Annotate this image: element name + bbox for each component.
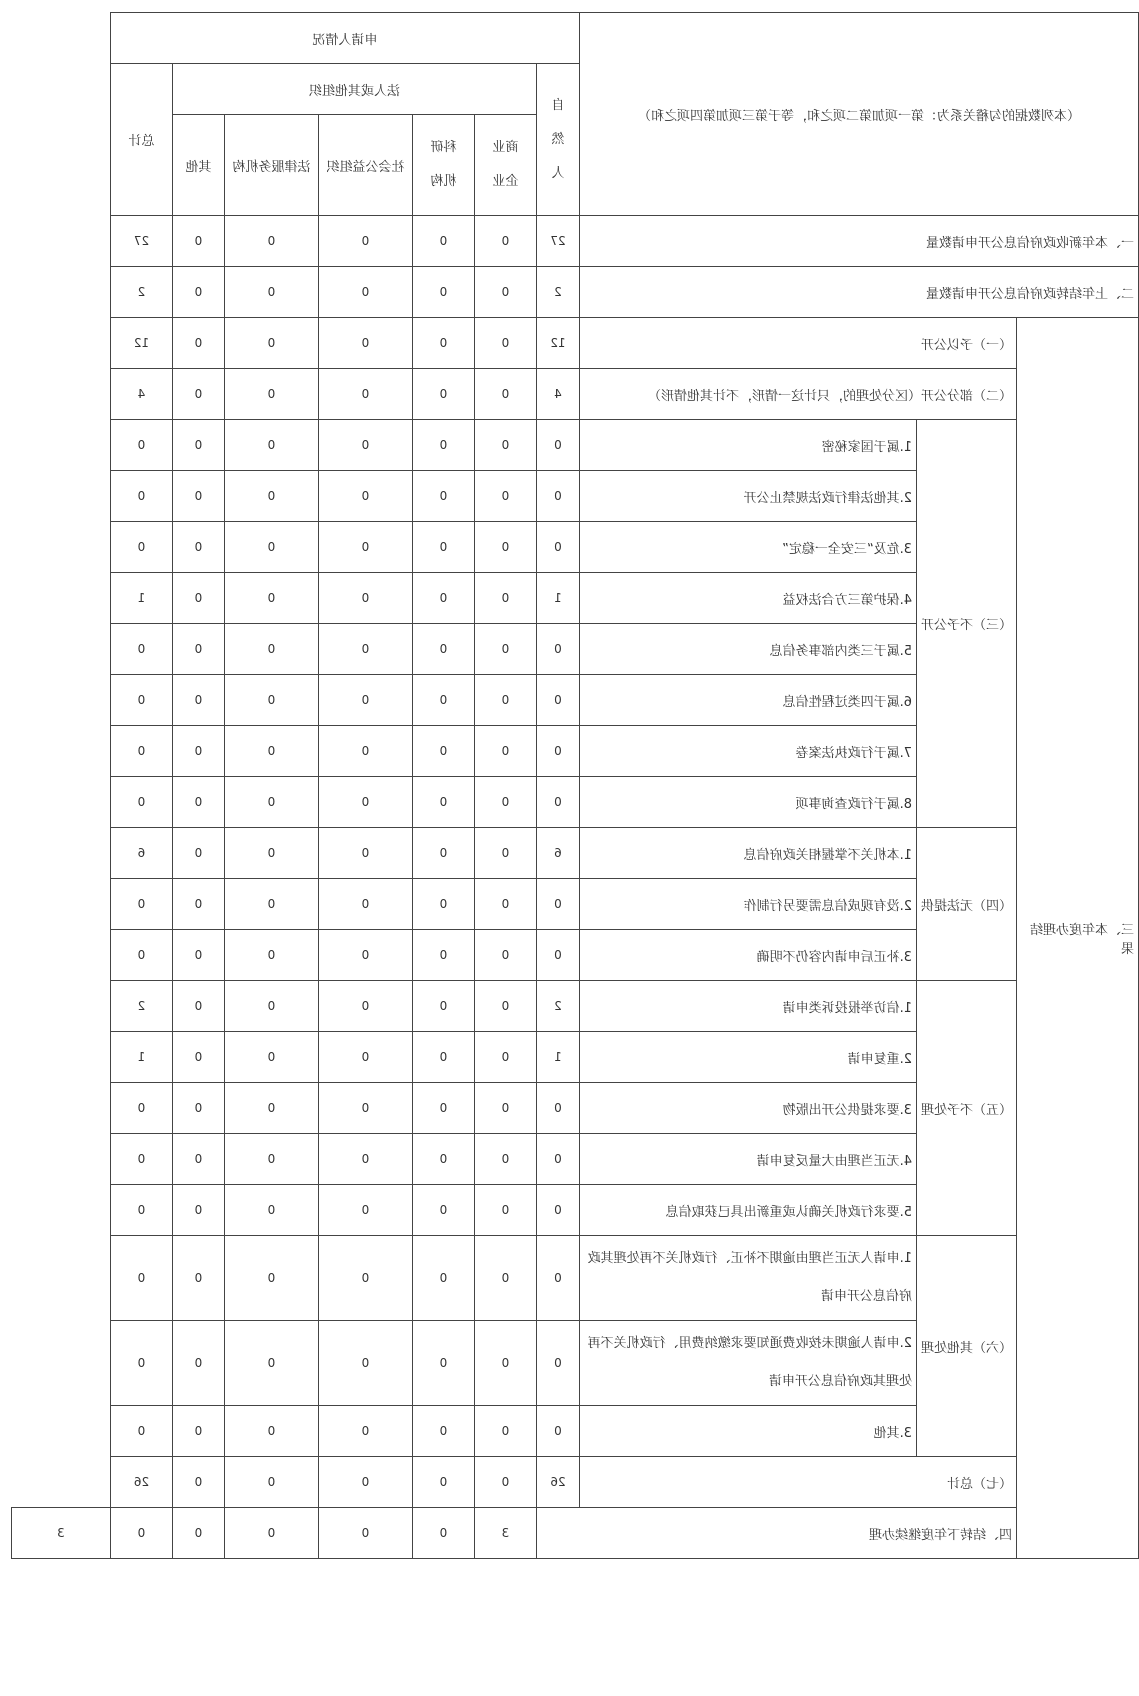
cell-legal-service: 0 (224, 369, 318, 420)
cell-natural: 0 (536, 777, 579, 828)
cell-commercial: 0 (474, 216, 536, 267)
cell-commercial: 0 (474, 1236, 536, 1321)
cell-total: 0 (110, 930, 172, 981)
cell-natural: 6 (536, 828, 579, 879)
cell-other: 0 (172, 573, 224, 624)
cell-social: 0 (318, 828, 412, 879)
row-label: 3.要求提供公开出版物 (579, 1083, 916, 1134)
cell-legal-service: 0 (224, 522, 318, 573)
row-label: （七）总计 (579, 1457, 1016, 1508)
cell-research: 0 (412, 573, 474, 624)
cell-natural: 3 (474, 1508, 536, 1559)
cell-natural: 2 (536, 981, 579, 1032)
group-label: （六）其他处理 (917, 1236, 1017, 1457)
cell-research: 0 (412, 1406, 474, 1457)
cell-commercial: 0 (412, 1508, 474, 1559)
cell-social: 0 (318, 522, 412, 573)
cell-total: 0 (110, 1083, 172, 1134)
row-label: 3.补正后申请内容仍不明确 (579, 930, 916, 981)
cell-research: 0 (412, 216, 474, 267)
cell-social: 0 (318, 1134, 412, 1185)
cell-commercial: 0 (474, 981, 536, 1032)
cell-natural: 0 (536, 420, 579, 471)
cell-commercial: 0 (474, 624, 536, 675)
research-label: 科研机构 (430, 140, 457, 189)
commercial-label: 商业企业 (492, 140, 519, 189)
cell-other: 0 (172, 369, 224, 420)
cell-research: 0 (412, 879, 474, 930)
cell-natural: 26 (536, 1457, 579, 1508)
cell-natural: 0 (536, 879, 579, 930)
row-label: 3.危及“三安全一稳定” (579, 522, 916, 573)
natural-person-label: 自然人 (551, 97, 565, 181)
cell-total: 0 (110, 726, 172, 777)
table-row (12, 318, 1139, 369)
cell-total: 12 (110, 318, 172, 369)
row-label: 四、结转下年度继续办理 (536, 1508, 1016, 1559)
social-header: 社会公益组织 (318, 115, 412, 216)
cell-commercial: 0 (474, 420, 536, 471)
applicant-header: 申请人情况 (110, 13, 579, 64)
cell-natural: 27 (536, 216, 579, 267)
cell-research: 0 (412, 318, 474, 369)
cell-total: 0 (110, 522, 172, 573)
row-label: 1.申请人无正当理由逾期不补正、行政机关不再处理其政府信息公开申请 (579, 1236, 916, 1321)
cell-social: 0 (318, 1406, 412, 1457)
row-label: 4.保护第三方合法权益 (579, 573, 916, 624)
table-row (12, 1457, 1139, 1508)
cell-other: 0 (172, 930, 224, 981)
cell-commercial: 0 (474, 1321, 536, 1406)
cell-total: 0 (110, 1321, 172, 1406)
cell-natural: 0 (536, 471, 579, 522)
cell-legal-service: 0 (224, 573, 318, 624)
row-label: 二、上年结转政府信息公开申请数量 (579, 267, 1138, 318)
cell-commercial: 0 (474, 726, 536, 777)
row-label: 2.其他法律行政法规禁止公开 (579, 471, 916, 522)
cell-total: 26 (110, 1457, 172, 1508)
table-row (12, 981, 1139, 1032)
row-label: 2.重复申请 (579, 1032, 916, 1083)
cell-commercial: 0 (474, 1406, 536, 1457)
cell-total: 0 (110, 420, 172, 471)
cell-legal-service: 0 (224, 879, 318, 930)
cell-legal-service: 0 (224, 930, 318, 981)
cell-research: 0 (412, 675, 474, 726)
row-label: 1.信访举报投诉类申请 (579, 981, 916, 1032)
group-label: （四）无法提供 (917, 828, 1017, 981)
cell-research: 0 (412, 1457, 474, 1508)
cell-natural: 1 (536, 573, 579, 624)
table-row (12, 369, 1139, 420)
row-label: 2.没有现成信息需要另行制作 (579, 879, 916, 930)
cell-commercial: 0 (474, 573, 536, 624)
cell-natural: 0 (536, 930, 579, 981)
cell-natural: 0 (536, 1236, 579, 1321)
cell-social: 0 (318, 1185, 412, 1236)
cell-commercial: 0 (474, 1185, 536, 1236)
cell-research: 0 (412, 267, 474, 318)
cell-natural: 12 (536, 318, 579, 369)
cell-research: 0 (412, 726, 474, 777)
cell-research: 0 (412, 981, 474, 1032)
cell-social: 0 (318, 267, 412, 318)
cell-social: 0 (318, 216, 412, 267)
cell-research: 0 (412, 1083, 474, 1134)
cell-other: 0 (172, 1083, 224, 1134)
cell-natural: 0 (536, 1406, 579, 1457)
cell-total: 27 (110, 216, 172, 267)
cell-social: 0 (318, 879, 412, 930)
cell-social: 0 (318, 1083, 412, 1134)
cell-total: 2 (110, 981, 172, 1032)
cell-total: 0 (110, 471, 172, 522)
table-row (12, 420, 1139, 471)
cell-other: 0 (172, 471, 224, 522)
cell-commercial: 0 (474, 777, 536, 828)
total-header: 总计 (110, 64, 172, 216)
cell-natural: 0 (536, 1321, 579, 1406)
cell-social: 0 (318, 777, 412, 828)
cell-research: 0 (318, 1508, 412, 1559)
row-label: 5.属于三类内部事务信息 (579, 624, 916, 675)
cell-legal-service: 0 (224, 777, 318, 828)
cell-other: 0 (172, 522, 224, 573)
cell-other: 0 (172, 879, 224, 930)
cell-commercial: 0 (474, 369, 536, 420)
group-label: （五）不予处理 (917, 981, 1017, 1236)
cell-social: 0 (318, 675, 412, 726)
cell-legal-service: 0 (224, 1134, 318, 1185)
cell-social: 0 (318, 471, 412, 522)
row-label: 4.无正当理由大量反复申请 (579, 1134, 916, 1185)
section3-label: 三、本年度办理结果 (1017, 318, 1139, 1559)
cell-other: 0 (172, 216, 224, 267)
cell-other: 0 (172, 1457, 224, 1508)
row-label: 3.其他 (579, 1406, 916, 1457)
cell-other: 0 (172, 1321, 224, 1406)
cell-total: 1 (110, 1032, 172, 1083)
cell-research: 0 (412, 1134, 474, 1185)
cell-social: 0 (318, 1321, 412, 1406)
cell-social: 0 (318, 573, 412, 624)
cell-commercial: 0 (474, 1083, 536, 1134)
other-header: 其他 (172, 115, 224, 216)
cell-legal-service: 0 (224, 1032, 318, 1083)
cell-other: 0 (110, 1508, 172, 1559)
cell-total: 2 (110, 267, 172, 318)
cell-legal-service: 0 (224, 1083, 318, 1134)
cell-total: 6 (110, 828, 172, 879)
cell-legal-service: 0 (224, 318, 318, 369)
row-label: 1.本机关不掌握相关政府信息 (579, 828, 916, 879)
cell-other: 0 (172, 267, 224, 318)
cell-legal-service: 0 (224, 420, 318, 471)
cell-other: 0 (172, 675, 224, 726)
cell-other: 0 (172, 1406, 224, 1457)
cell-social: 0 (318, 318, 412, 369)
cell-total: 0 (110, 777, 172, 828)
row-label: （二）部分公开（区分处理的，只计这一情形，不计其他情形） (579, 369, 1016, 420)
cell-commercial: 0 (474, 930, 536, 981)
cell-natural: 0 (536, 624, 579, 675)
cell-other: 0 (172, 726, 224, 777)
cell-commercial: 0 (474, 471, 536, 522)
cell-natural: 0 (536, 522, 579, 573)
row-label: 7.属于行政执法案卷 (579, 726, 916, 777)
cell-commercial: 0 (474, 828, 536, 879)
row-label: 2.申请人逾期未按收费通知要求缴纳费用、行政机关不再处理其政府信息公开申请 (579, 1321, 916, 1406)
cell-total: 0 (110, 879, 172, 930)
cell-social: 0 (318, 420, 412, 471)
cell-legal-service: 0 (224, 981, 318, 1032)
cell-other: 0 (172, 828, 224, 879)
cell-commercial: 0 (474, 1032, 536, 1083)
table-row (12, 828, 1139, 879)
cell-legal-service: 0 (224, 675, 318, 726)
cell-legal-service: 0 (224, 216, 318, 267)
cell-legal-service: 0 (224, 471, 318, 522)
cell-social: 0 (318, 1032, 412, 1083)
row-label: 一、本年新收政府信息公开申请数量 (579, 216, 1138, 267)
cell-social: 0 (318, 624, 412, 675)
cell-natural: 2 (536, 267, 579, 318)
cell-commercial: 0 (474, 318, 536, 369)
cell-other: 0 (172, 777, 224, 828)
cell-total: 0 (110, 675, 172, 726)
research-header (412, 115, 474, 216)
cell-other: 0 (172, 1032, 224, 1083)
cell-natural: 0 (536, 1134, 579, 1185)
cell-research: 0 (412, 1236, 474, 1321)
cell-total: 0 (110, 624, 172, 675)
cell-legal-service: 0 (172, 1508, 224, 1559)
cell-natural: 0 (536, 675, 579, 726)
table-row (12, 1236, 1139, 1321)
row-label: 8.属于行政查询事项 (579, 777, 916, 828)
table-row (12, 216, 1139, 267)
cell-commercial: 0 (474, 879, 536, 930)
commercial-header (474, 115, 536, 216)
cell-other: 0 (172, 1185, 224, 1236)
cell-social: 0 (318, 726, 412, 777)
cell-legal-service: 0 (224, 1185, 318, 1236)
cell-commercial: 0 (474, 1457, 536, 1508)
document-page (11, 12, 1139, 1559)
cell-commercial: 0 (474, 1134, 536, 1185)
statistics-table (11, 12, 1139, 1559)
cell-total: 0 (110, 1236, 172, 1321)
cell-other: 0 (172, 1134, 224, 1185)
cell-research: 0 (412, 522, 474, 573)
cell-social: 0 (318, 1236, 412, 1321)
cell-legal-service: 0 (224, 1457, 318, 1508)
cell-natural: 0 (536, 726, 579, 777)
row-label: （一）予以公开 (579, 318, 1016, 369)
cell-social: 0 (318, 930, 412, 981)
cell-natural: 0 (536, 1083, 579, 1134)
cell-research: 0 (412, 369, 474, 420)
cell-legal-service: 0 (224, 267, 318, 318)
cell-research: 0 (412, 777, 474, 828)
row-label: 5.要求行政机关确认或重新出具已获取信息 (579, 1185, 916, 1236)
group-label: （三）不予公开 (917, 420, 1017, 828)
cell-other: 0 (172, 981, 224, 1032)
cell-natural: 1 (536, 1032, 579, 1083)
cell-commercial: 0 (474, 522, 536, 573)
natural-person-header (536, 64, 579, 216)
table-row (12, 267, 1139, 318)
cell-legal-service: 0 (224, 726, 318, 777)
cell-other: 0 (172, 624, 224, 675)
cell-total: 0 (110, 1185, 172, 1236)
cell-research: 0 (412, 828, 474, 879)
cell-research: 0 (412, 930, 474, 981)
cell-legal-service: 0 (224, 1406, 318, 1457)
cell-legal-service: 0 (224, 624, 318, 675)
legal-service-header: 法律服务机构 (224, 115, 318, 216)
cell-total: 0 (110, 1406, 172, 1457)
cell-legal-service: 0 (224, 1321, 318, 1406)
cell-commercial: 0 (474, 675, 536, 726)
cell-total: 0 (110, 1134, 172, 1185)
cell-other: 0 (172, 420, 224, 471)
row-label: 1.属于国家秘密 (579, 420, 916, 471)
cell-other: 0 (172, 318, 224, 369)
cell-social: 0 (224, 1508, 318, 1559)
cell-legal-service: 0 (224, 828, 318, 879)
legal-group-header: 法人或其他组织 (172, 64, 536, 115)
cell-research: 0 (412, 624, 474, 675)
note-cell: （本列数据的勾稽关系为：第一项加第二项之和，等于第三项加第四项之和） (579, 13, 1138, 216)
cell-natural: 0 (536, 1185, 579, 1236)
cell-total: 4 (110, 369, 172, 420)
cell-legal-service: 0 (224, 1236, 318, 1321)
table-row (12, 1508, 1139, 1559)
cell-social: 0 (318, 981, 412, 1032)
cell-commercial: 0 (474, 267, 536, 318)
cell-total: 3 (12, 1508, 111, 1559)
cell-research: 0 (412, 1321, 474, 1406)
cell-total: 1 (110, 573, 172, 624)
row-label: 6.属于四类过程性信息 (579, 675, 916, 726)
cell-social: 0 (318, 369, 412, 420)
cell-research: 0 (412, 471, 474, 522)
cell-natural: 4 (536, 369, 579, 420)
cell-research: 0 (412, 1032, 474, 1083)
cell-social: 0 (318, 1457, 412, 1508)
cell-research: 0 (412, 1185, 474, 1236)
cell-other: 0 (172, 1236, 224, 1321)
cell-research: 0 (412, 420, 474, 471)
